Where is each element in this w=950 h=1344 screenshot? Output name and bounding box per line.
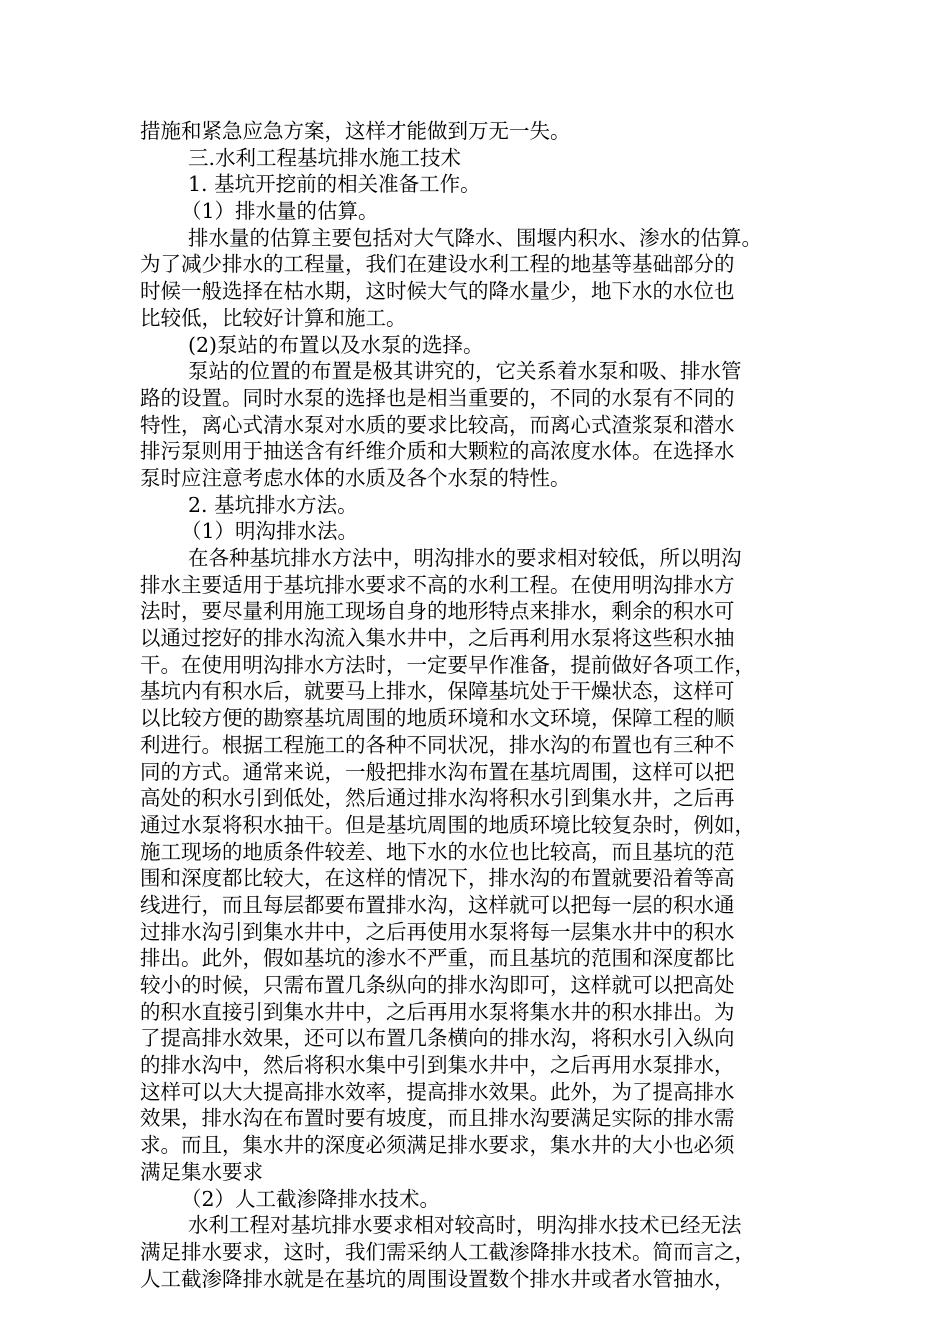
text-line: 了提高排水效果，还可以布置几条横向的排水沟，将积水引入纵向 [140,1026,735,1051]
text-line: 满足集水要求 [140,1159,263,1184]
text-line: 人工截渗降排水就是在基坑的周围设置数个排水井或者水管抽水， [140,1266,735,1291]
text-line: 围和深度都比较大，在这样的情况下，排水沟的布置就要沿着等高 [140,866,735,891]
text-line: （1）明沟排水法。 [181,519,359,544]
text-line: 过排水沟引到集水井中，之后再使用水泵将每一层集水井中的积水 [140,919,735,944]
text-line: 2. 基坑排水方法。 [188,492,358,517]
text-line: 高处的积水引到低处，然后通过排水沟将积水引到集水井，之后再 [140,786,735,811]
text-line: （2）人工截渗降排水技术。 [181,1186,441,1211]
text-line: 排水量的估算主要包括对大气降水、围堰内积水、渗水的估算。 [188,225,762,250]
text-line: 排水主要适用于基坑排水要求不高的水利工程。在使用明沟排水方 [140,572,735,597]
text-line: 泵时应注意考虑水体的水质及各个水泵的特性。 [140,465,571,490]
text-line: 措施和紧急应急方案，这样才能做到万无一失。 [140,119,571,143]
text-line: 干。在使用明沟排水方法时，一定要早作准备，提前做好各项工作， [140,652,755,677]
text-line: 满足排水要求，这时，我们需采纳人工截渗降排水技术。简而言之， [140,1239,755,1264]
text-line: 同的方式。通常来说，一般把排水沟布置在基坑周围，这样可以把 [140,759,735,784]
text-line: 的排水沟中，然后将积水集中引到集水井中，之后再用水泵排水， [140,1053,735,1078]
text-line: 时候一般选择在枯水期，这时候大气的降水量少，地下水的水位也 [140,279,735,304]
text-line: 比较低，比较好计算和施工。 [140,305,407,330]
text-line: 求。而且，集水井的深度必须满足排水要求，集水井的大小也必须 [140,1133,735,1158]
text-line: 特性，离心式清水泵对水质的要求比较高，而离心式渣浆泵和潜水 [140,412,735,437]
text-line: 泵站的位置的布置是极其讲究的，它关系着水泵和吸、排水管 [188,359,742,384]
text-line: （1）排水量的估算。 [181,199,379,224]
text-line: 为了减少排水的工程量，我们在建设水利工程的地基等基础部分的 [140,252,735,277]
text-line: 施工现场的地质条件较差、地下水的水位也比较高，而且基坑的范 [140,839,735,864]
text-line: 排出。此外，假如基坑的渗水不严重，而且基坑的范围和深度都比 [140,946,735,971]
text-line: 水利工程对基坑排水要求相对较高时，明沟排水技术已经无法 [188,1213,742,1238]
text-line: 法时，要尽量利用施工现场自身的地形特点来排水，剩余的积水可 [140,599,735,624]
text-line: 以比较方便的勘察基坑周围的地质环境和水文环境，保障工程的顺 [140,706,735,731]
text-line: 以通过挖好的排水沟流入集水井中，之后再利用水泵将这些积水抽 [140,626,735,651]
text-line: 基坑内有积水后，就要马上排水，保障基坑处于干燥状态，这样可 [140,679,735,704]
text-line: 通过水泵将积水抽干。但是基坑周围的地质环境比较复杂时，例如， [140,812,755,837]
text-line: 线进行，而且每层都要布置排水沟，这样就可以把每一层的积水通 [140,892,735,917]
text-line: (2)泵站的布置以及水泵的选择。 [188,332,484,357]
document-page [140,118,810,1292]
text-line: 效果，排水沟在布置时要有坡度，而且排水沟要满足实际的排水需 [140,1106,735,1131]
text-line: 利进行。根据工程施工的各种不同状况，排水沟的布置也有三种不 [140,732,735,757]
text-line: 排污泵则用于抽送含有纤维介质和大颗粒的高浓度水体。在选择水 [140,439,735,464]
text-line: 三.水利工程基坑排水施工技术 [188,145,462,170]
text-line: 的积水直接引到集水井中，之后再用水泵将集水井的积水排出。为 [140,999,735,1024]
text-line: 这样可以大大提高排水效率，提高排水效果。此外，为了提高排水 [140,1079,735,1104]
text-line: 路的设置。同时水泵的选择也是相当重要的，不同的水泵有不同的 [140,385,735,410]
text-line: 在各种基坑排水方法中，明沟排水的要求相对较低，所以明沟 [188,546,742,570]
text-line: 1. 基坑开挖前的相关准备工作。 [188,172,481,197]
text-line: 较小的时候，只需布置几条纵向的排水沟即可，这样就可以把高处 [140,973,735,997]
